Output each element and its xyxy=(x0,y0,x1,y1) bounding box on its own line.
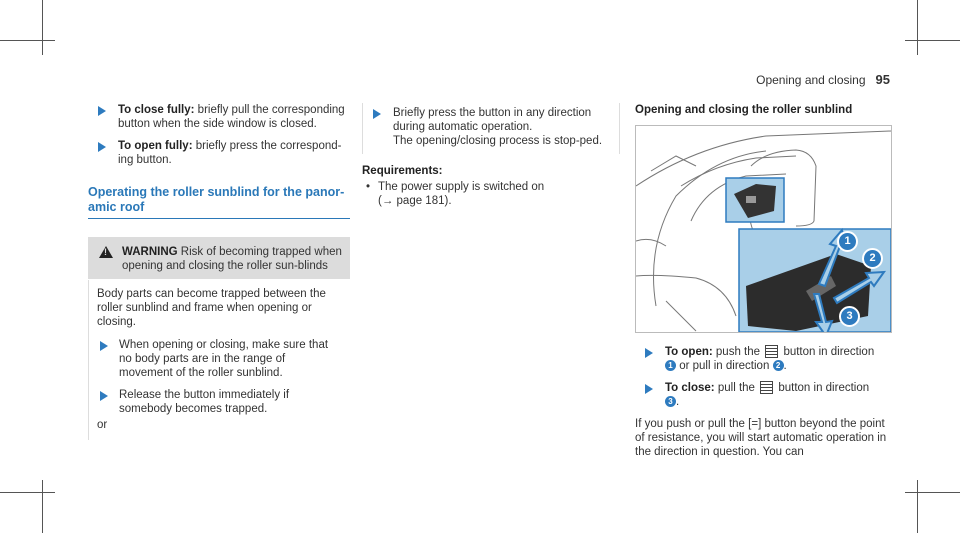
column-middle xyxy=(362,103,620,208)
step-note: The opening/closing process is stop-ped. xyxy=(393,135,603,147)
step-arrow-icon xyxy=(98,142,106,152)
paragraph-auto-operation: If you push or pull the [=] button beyond the point of resistance, you will start automatic operation in the direction in question. You can xyxy=(635,418,887,458)
crop-mark xyxy=(917,480,918,533)
illustration-title: Opening and closing the roller sunblind xyxy=(635,104,853,116)
column-left xyxy=(88,103,350,440)
step-arrow-icon xyxy=(645,384,653,394)
step-label: To open fully: xyxy=(118,140,193,152)
step-arrow-icon xyxy=(100,341,108,351)
direction-badge: 1 xyxy=(665,360,676,371)
step-open-fully xyxy=(88,139,350,167)
step-text: briefly pull the corresponding button when the side window is closed. xyxy=(118,104,345,130)
sunblind-button-icon xyxy=(765,345,778,358)
column-right xyxy=(635,103,891,459)
step-text: or pull in direction xyxy=(679,360,770,372)
step-text: Release the button immediately if somebody becomes trapped. xyxy=(119,389,290,415)
requirements-title: Requirements: xyxy=(362,165,443,177)
step-arrow-icon xyxy=(645,348,653,358)
step-text: pull the xyxy=(717,382,755,394)
callout-2: 2 xyxy=(862,248,883,269)
section-title: Operating the roller sunblind for the panor-amic roof xyxy=(88,185,350,219)
crop-mark xyxy=(42,0,43,55)
warning-body-text: Body parts can become trapped between the roller sunblind and frame when opening or closing. xyxy=(97,288,326,328)
sunblind-button-icon xyxy=(760,381,773,394)
step-text: When opening or closing, make sure that no body parts are in the range of movement of the roller sunblind. xyxy=(119,339,329,379)
direction-badge: 2 xyxy=(773,360,784,371)
crop-mark xyxy=(42,480,43,533)
warning-step xyxy=(97,338,342,380)
header-title: Opening and closing xyxy=(756,73,866,87)
roller-sunblind-illustration xyxy=(635,125,892,333)
warning-step xyxy=(97,388,342,416)
running-header xyxy=(756,73,890,87)
auto-op-note xyxy=(362,103,620,154)
step-label: To close: xyxy=(665,382,715,394)
warning-body xyxy=(88,280,350,440)
step-text: push the xyxy=(715,346,761,358)
warning-or: or xyxy=(97,419,108,431)
direction-badge: 3 xyxy=(665,396,676,407)
crop-mark xyxy=(0,492,55,493)
step-arrow-icon xyxy=(100,391,108,401)
step-label: To open: xyxy=(665,346,713,358)
requirement-text: The power supply is switched on xyxy=(378,181,545,193)
step-arrow-icon xyxy=(98,106,106,116)
crop-mark xyxy=(905,492,960,493)
step-close-fully xyxy=(88,103,350,131)
step-text: button in direction xyxy=(783,346,875,358)
warning-triangle-icon: ! xyxy=(99,246,113,258)
page-number: 95 xyxy=(875,72,890,87)
requirement-item xyxy=(362,180,620,208)
step-text: briefly press the correspond-ing button. xyxy=(118,140,342,166)
step-text: Briefly press the button in any direction during automatic operation. xyxy=(393,107,592,133)
crop-mark xyxy=(905,40,960,41)
warning-box xyxy=(88,237,350,440)
callout-3: 3 xyxy=(839,306,860,327)
step-stop-auto xyxy=(363,106,619,148)
step-open: To open: push the button in direction 1 or pull in direction 2 . xyxy=(635,345,891,373)
crop-mark xyxy=(917,0,918,55)
step-text: button in direction xyxy=(778,382,870,394)
step-arrow-icon xyxy=(373,109,381,119)
step-close: To close: pull the button in direction 3 . xyxy=(635,381,891,409)
callout-1: 1 xyxy=(837,231,858,252)
warning-title: WARNING xyxy=(122,246,178,258)
requirements xyxy=(362,164,620,208)
step-label: To close fully: xyxy=(118,104,195,116)
bullet-icon: • xyxy=(366,181,371,193)
headliner-drawing xyxy=(636,126,891,332)
warning-header xyxy=(88,237,350,280)
crop-mark xyxy=(0,40,55,41)
warning-text: Risk of becoming trapped when opening and closing the roller sun-blinds xyxy=(122,246,342,272)
requirement-ref: (→ page 181). xyxy=(378,195,452,207)
